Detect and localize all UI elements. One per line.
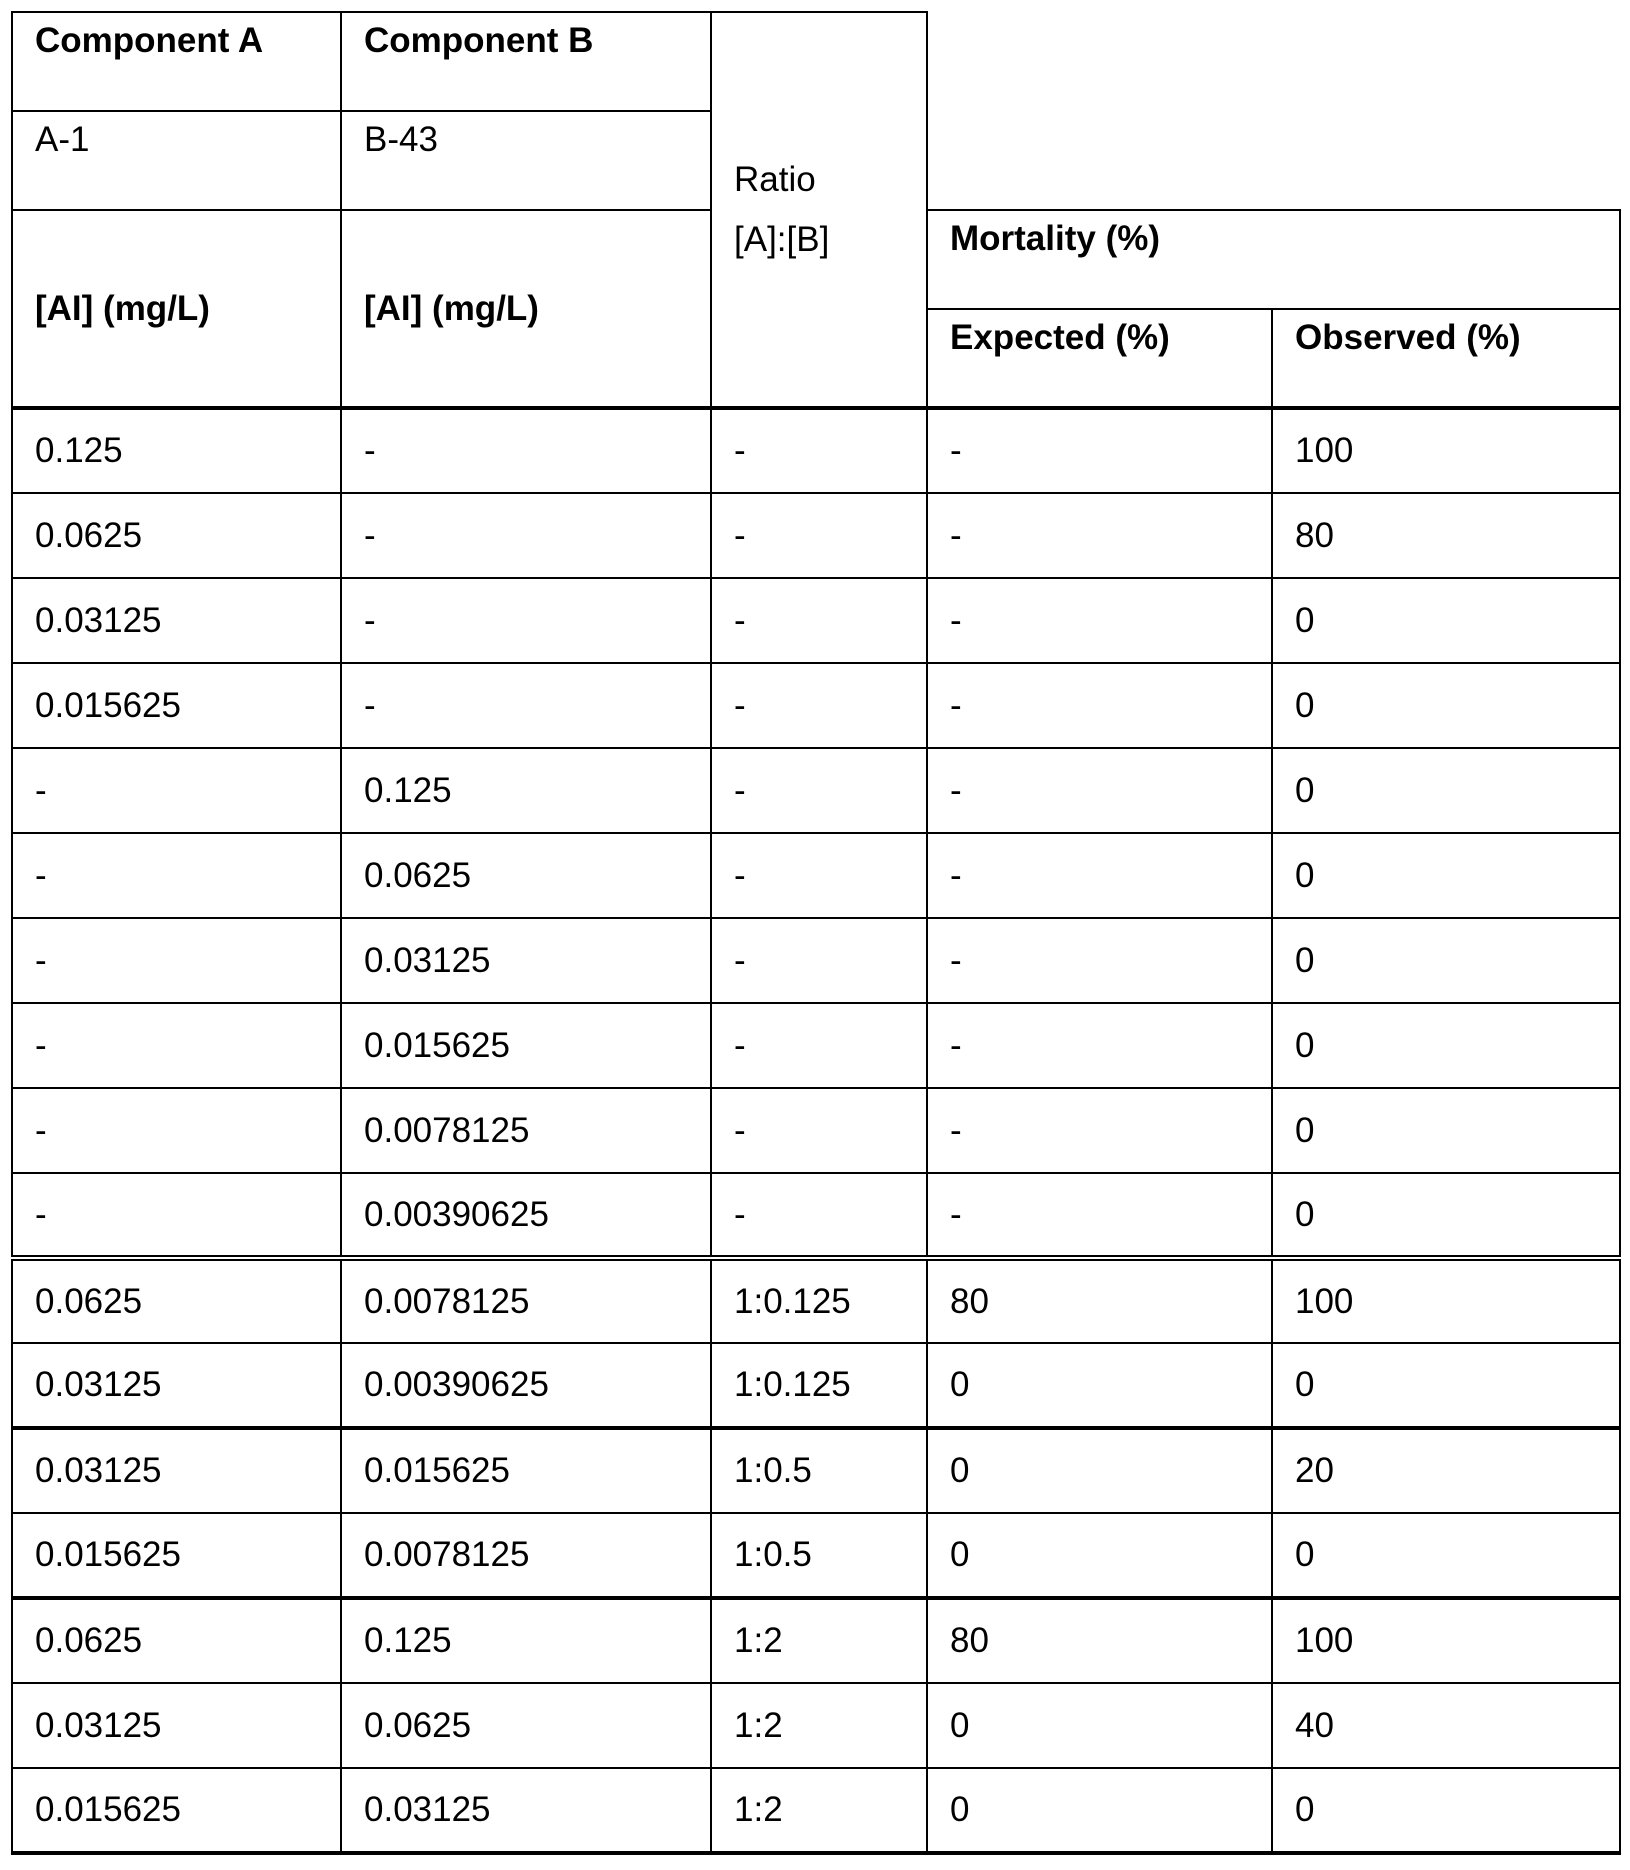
observed-value: 80 [1272, 493, 1620, 578]
component-a-value: 0.0625 [12, 493, 341, 578]
component-a-value: 0.015625 [12, 1513, 341, 1598]
ai-a-header: [AI] (mg/L) [12, 210, 341, 408]
table-row [12, 1428, 1620, 1513]
mortality-table [11, 11, 1621, 1855]
blank-cell [927, 12, 1620, 210]
component-a-value: 0.03125 [12, 1428, 341, 1513]
ai-b-header: [AI] (mg/L) [341, 210, 711, 408]
ratio-value: - [711, 1088, 927, 1173]
expected-value: 0 [927, 1513, 1272, 1598]
expected-value: - [927, 578, 1272, 663]
observed-value: 0 [1272, 1768, 1620, 1853]
observed-value: 0 [1272, 833, 1620, 918]
component-b-id: B-43 [341, 111, 711, 210]
ratio-value: 1:2 [711, 1768, 927, 1853]
table-row [12, 493, 1620, 578]
component-b-value: - [341, 493, 711, 578]
component-a-value: 0.125 [12, 408, 341, 493]
observed-value: 0 [1272, 663, 1620, 748]
table-row [12, 663, 1620, 748]
ratio-value: - [711, 833, 927, 918]
component-b-value: 0.015625 [341, 1003, 711, 1088]
observed-header: Observed (%) [1272, 309, 1620, 408]
ratio-sublabel: [A]:[B] [734, 220, 926, 260]
table-row [12, 1343, 1620, 1428]
ratio-value: - [711, 918, 927, 1003]
component-a-id: A-1 [12, 111, 341, 210]
component-a-value: - [12, 918, 341, 1003]
component-b-value: 0.015625 [341, 1428, 711, 1513]
table-row [12, 408, 1620, 493]
expected-value: - [927, 1003, 1272, 1088]
observed-value: 0 [1272, 918, 1620, 1003]
table-row [12, 833, 1620, 918]
observed-value: 0 [1272, 1088, 1620, 1173]
component-a-value: - [12, 1173, 341, 1258]
component-b-value: 0.125 [341, 1598, 711, 1683]
observed-value: 100 [1272, 1598, 1620, 1683]
mortality-header: Mortality (%) [927, 210, 1620, 309]
expected-value: - [927, 748, 1272, 833]
observed-value: 20 [1272, 1428, 1620, 1513]
ratio-label: Ratio [734, 160, 926, 200]
table-row [12, 578, 1620, 663]
table-row [12, 1768, 1620, 1853]
component-b-value: 0.0625 [341, 1683, 711, 1768]
component-a-value: 0.015625 [12, 1768, 341, 1853]
component-b-value: 0.0078125 [341, 1088, 711, 1173]
table-row [12, 918, 1620, 1003]
component-b-value: - [341, 578, 711, 663]
table-row [12, 1683, 1620, 1768]
expected-value: - [927, 493, 1272, 578]
expected-value: - [927, 1173, 1272, 1258]
expected-value: 80 [927, 1258, 1272, 1343]
observed-value: 0 [1272, 1003, 1620, 1088]
component-a-value: 0.0625 [12, 1598, 341, 1683]
table-row [12, 1173, 1620, 1258]
table-row [12, 1258, 1620, 1343]
table-row [12, 1003, 1620, 1088]
table-row [12, 1513, 1620, 1598]
table-row [12, 1088, 1620, 1173]
ratio-value: - [711, 493, 927, 578]
expected-value: 80 [927, 1598, 1272, 1683]
table-row [12, 1598, 1620, 1683]
component-b-value: 0.00390625 [341, 1343, 711, 1428]
component-a-value: - [12, 748, 341, 833]
expected-value: - [927, 833, 1272, 918]
component-b-value: 0.125 [341, 748, 711, 833]
component-a-header: Component A [12, 12, 341, 111]
expected-value: - [927, 1088, 1272, 1173]
header-row [12, 12, 1620, 111]
component-b-value: - [341, 663, 711, 748]
expected-value: 0 [927, 1428, 1272, 1513]
expected-value: 0 [927, 1768, 1272, 1853]
ratio-value: 1:0.125 [711, 1258, 927, 1343]
expected-value: 0 [927, 1343, 1272, 1428]
expected-value: 0 [927, 1683, 1272, 1768]
ratio-value: 1:0.5 [711, 1513, 927, 1598]
component-b-value: 0.0078125 [341, 1258, 711, 1343]
component-a-value: 0.03125 [12, 1343, 341, 1428]
component-a-value: - [12, 1088, 341, 1173]
component-b-value: 0.03125 [341, 918, 711, 1003]
ratio-value: 1:2 [711, 1683, 927, 1768]
ratio-value: - [711, 748, 927, 833]
observed-value: 100 [1272, 1258, 1620, 1343]
ratio-value: 1:2 [711, 1598, 927, 1683]
component-b-value: 0.00390625 [341, 1173, 711, 1258]
component-a-value: - [12, 833, 341, 918]
ratio-value: - [711, 408, 927, 493]
observed-value: 0 [1272, 1513, 1620, 1598]
observed-value: 0 [1272, 748, 1620, 833]
ratio-value: 1:0.5 [711, 1428, 927, 1513]
observed-value: 0 [1272, 1173, 1620, 1258]
table-row [12, 748, 1620, 833]
component-b-value: 0.0625 [341, 833, 711, 918]
component-a-value: 0.03125 [12, 1683, 341, 1768]
expected-value: - [927, 918, 1272, 1003]
observed-value: 0 [1272, 578, 1620, 663]
component-b-header: Component B [341, 12, 711, 111]
component-a-value: 0.03125 [12, 578, 341, 663]
ratio-value: - [711, 578, 927, 663]
component-a-value: - [12, 1003, 341, 1088]
expected-value: - [927, 663, 1272, 748]
ratio-value: - [711, 663, 927, 748]
expected-header: Expected (%) [927, 309, 1272, 408]
ratio-value: - [711, 1003, 927, 1088]
observed-value: 40 [1272, 1683, 1620, 1768]
component-b-value: - [341, 408, 711, 493]
component-b-value: 0.03125 [341, 1768, 711, 1853]
expected-value: - [927, 408, 1272, 493]
ratio-header [711, 12, 927, 408]
ratio-value: 1:0.125 [711, 1343, 927, 1428]
component-a-value: 0.0625 [12, 1258, 341, 1343]
observed-value: 0 [1272, 1343, 1620, 1428]
ratio-value: - [711, 1173, 927, 1258]
observed-value: 100 [1272, 408, 1620, 493]
component-b-value: 0.0078125 [341, 1513, 711, 1598]
component-a-value: 0.015625 [12, 663, 341, 748]
